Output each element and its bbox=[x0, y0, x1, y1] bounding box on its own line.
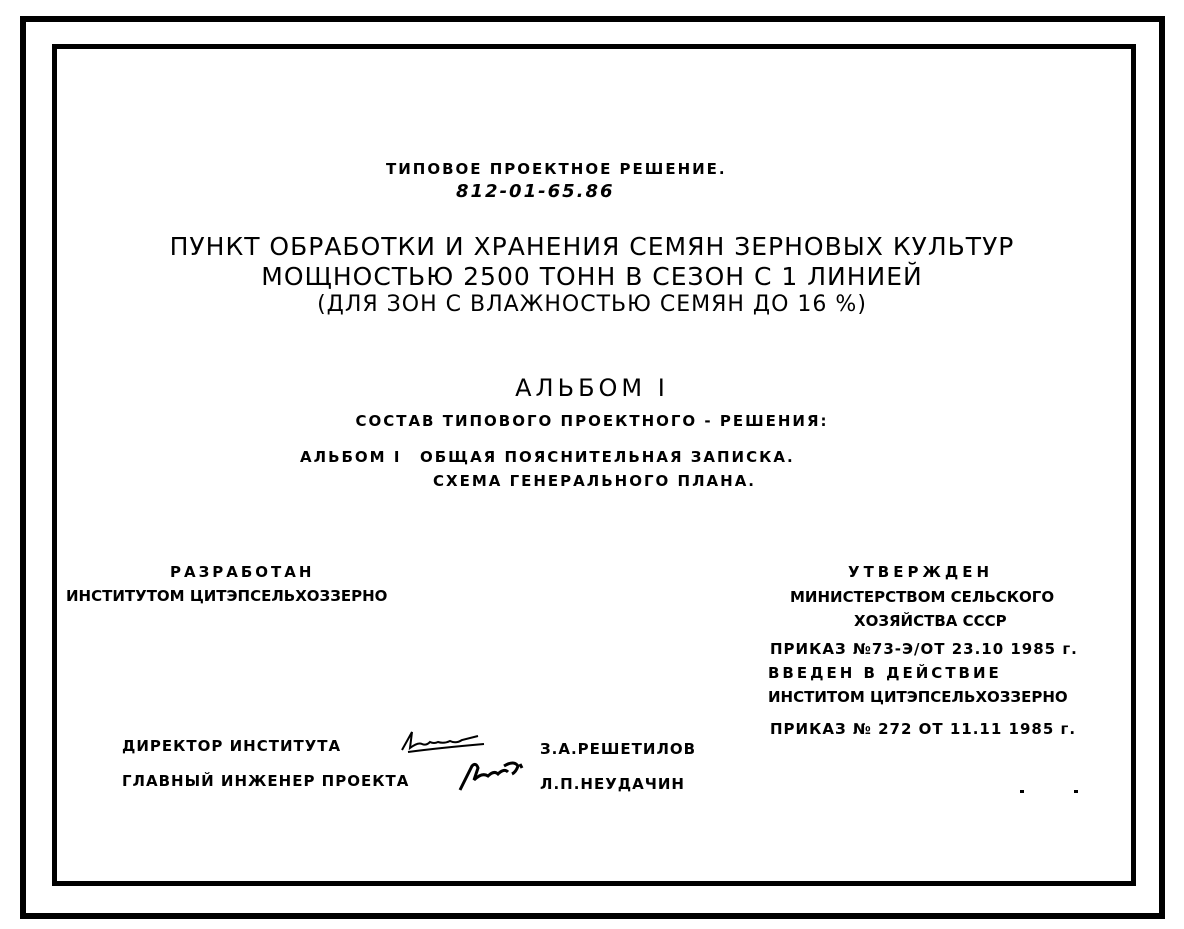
approved-by-line-2: ХОЗЯЙСТВА СССР bbox=[854, 612, 1007, 630]
project-number: 812-01-65.86 bbox=[456, 181, 615, 202]
engineer-signature-icon bbox=[454, 758, 536, 794]
project-type: ТИПОВОЕ ПРОЕКТНОЕ РЕШЕНИЕ. bbox=[386, 160, 727, 178]
approved-by-line-1: МИНИСТЕРСТВОМ СЕЛЬСКОГО bbox=[790, 588, 1055, 606]
engineer-name: Л.П.НЕУДАЧИН bbox=[540, 775, 685, 793]
director-title: ДИРЕКТОР ИНСТИТУТА bbox=[122, 737, 342, 755]
director-signature-icon bbox=[398, 728, 490, 756]
album-item-label: АЛЬБОМ I bbox=[300, 448, 402, 466]
order-2: ПРИКАЗ № 272 ОТ 11.11 1985 г. bbox=[770, 720, 1077, 738]
order-1: ПРИКАЗ №73-Э/ОТ 23.10 1985 г. bbox=[770, 640, 1078, 658]
engineer-title: ГЛАВНЫЙ ИНЖЕНЕР ПРОЕКТА bbox=[122, 772, 410, 790]
director-name: З.А.РЕШЕТИЛОВ bbox=[540, 740, 697, 758]
title-line-1: ПУНКТ ОБРАБОТКИ И ХРАНЕНИЯ СЕМЯН ЗЕРНОВЫХ КУЛЬТУР bbox=[169, 232, 1015, 261]
album-item-line-2: СХЕМА ГЕНЕРАЛЬНОГО ПЛАНА. bbox=[433, 472, 756, 490]
title-line-2: МОЩНОСТЬЮ 2500 ТОНН В СЕЗОН С 1 ЛИНИЕЙ bbox=[261, 262, 923, 291]
approved-label: УТВЕРЖДЕН bbox=[848, 563, 993, 581]
developed-by: ИНСТИТУТОМ ЦИТЭПСЕЛЬХОЗЗЕРНО bbox=[66, 587, 388, 605]
enacted-by: ИНСТИТОМ ЦИТЭПСЕЛЬХОЗЗЕРНО bbox=[768, 688, 1068, 706]
mark bbox=[1020, 790, 1024, 793]
developed-label: РАЗРАБОТАН bbox=[170, 563, 315, 581]
album-heading: АЛЬБОМ I bbox=[515, 374, 669, 402]
enacted-label: ВВЕДЕН В ДЕЙСТВИЕ bbox=[768, 664, 1002, 682]
album-composition: СОСТАВ ТИПОВОГО ПРОЕКТНОГО - РЕШЕНИЯ: bbox=[355, 412, 829, 430]
mark bbox=[1074, 790, 1078, 793]
title-line-3: (ДЛЯ ЗОН С ВЛАЖНОСТЬЮ СЕМЯН ДО 16 %) bbox=[317, 292, 867, 317]
album-item-line-1: ОБЩАЯ ПОЯСНИТЕЛЬНАЯ ЗАПИСКА. bbox=[420, 448, 795, 466]
